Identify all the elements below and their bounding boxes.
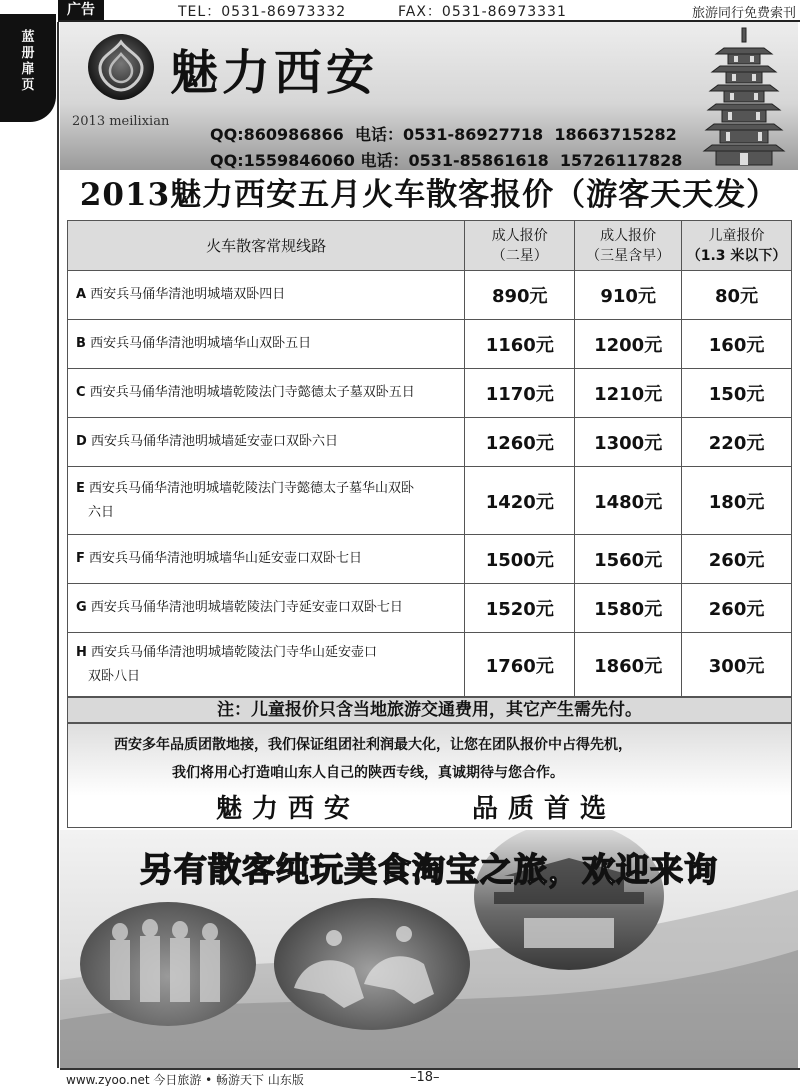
table-row <box>68 535 792 584</box>
price-adult-3star: 1300元 <box>575 418 682 467</box>
footer-text: www.zyoo.net 今日旅游 • 畅游天下 山东版 <box>66 1073 304 1086</box>
bottom-banner <box>60 830 798 1068</box>
route-cell <box>68 369 465 418</box>
route-cell <box>68 320 465 369</box>
header-route: 火车散客常规线路 <box>68 221 465 271</box>
price-child: 160元 <box>682 320 792 369</box>
child-price-note: 注：儿童报价只含当地旅游交通费用，其它产生需先付。 <box>67 697 792 723</box>
contact-line-1: QQ:860986866 电话：0531-86927718 18663715282 <box>210 125 677 144</box>
route-letter: H <box>76 644 87 660</box>
route-cell <box>68 271 465 320</box>
table-row <box>68 584 792 633</box>
header-adult-2star <box>465 221 575 271</box>
price-adult-2star: 1420元 <box>465 467 575 535</box>
price-adult-2star: 1520元 <box>465 584 575 633</box>
slogan-right: 品质首选 <box>472 794 617 824</box>
route-letter: D <box>76 434 87 449</box>
price-adult-2star: 1760元 <box>465 633 575 697</box>
price-adult-3star: 1580元 <box>575 584 682 633</box>
brand-title: 魅力西安 <box>170 45 379 101</box>
route-text: 西安兵马俑华清池明城墙乾陵法门寺延安壶口双卧七日 <box>90 600 403 615</box>
footer <box>60 1068 800 1086</box>
brand-subtitle: 2013 meilixian <box>72 114 170 129</box>
header-adult-3star-l1: 成人报价 <box>600 227 657 244</box>
header-child-l1: 儿童报价 <box>708 227 765 244</box>
price-child: 180元 <box>682 467 792 535</box>
price-child: 150元 <box>682 369 792 418</box>
terracotta-warriors-photo <box>80 902 256 1026</box>
extra-tour-banner: 另有散客纯玩美食淘宝之旅，欢迎来询 <box>140 850 718 889</box>
price-child: 80元 <box>682 271 792 320</box>
route-text: 西安兵马俑华清池明城墙延安壶口双卧六日 <box>90 434 338 449</box>
table-row <box>68 633 792 697</box>
route-letter: B <box>76 336 86 351</box>
price-adult-3star: 1210元 <box>575 369 682 418</box>
price-child: 300元 <box>682 633 792 697</box>
promo-line-1: 西安多年品质团散地接，我们保证组团社利润最大化，让您在团队报价中占得先机， <box>114 737 632 753</box>
free-catalog-note: 旅游同行免费索刊 <box>691 6 796 21</box>
route-letter: E <box>76 480 85 496</box>
price-adult-2star: 890元 <box>465 271 575 320</box>
route-cell <box>68 584 465 633</box>
price-adult-2star: 1500元 <box>465 535 575 584</box>
table-row <box>68 320 792 369</box>
route-text: 西安兵马俑华清池明城墙华山双卧五日 <box>90 336 312 351</box>
table-row <box>68 467 792 535</box>
tel-number: TEL：0531-86973332 <box>178 4 347 20</box>
route-text: 西安兵马俑华清池明城墙乾陵法门寺懿德太子墓华山双卧 <box>89 480 415 496</box>
side-divider <box>57 22 59 1068</box>
route-text-cont: 双卧八日 <box>88 668 141 684</box>
route-letter: G <box>76 600 87 615</box>
promo-box <box>67 723 792 828</box>
price-adult-3star: 1560元 <box>575 535 682 584</box>
header-child <box>682 221 792 271</box>
route-text: 西安兵马俑华清池明城墙双卧四日 <box>90 287 286 302</box>
header-banner <box>60 22 798 170</box>
side-tab <box>0 14 56 122</box>
fax-number: FAX：0531-86973331 <box>398 4 567 20</box>
logo-icon <box>84 30 158 104</box>
header-adult-3star <box>575 221 682 271</box>
route-text: 西安兵马俑华清池明城墙乾陵法门寺懿德太子墓双卧五日 <box>89 385 415 400</box>
price-adult-3star: 910元 <box>575 271 682 320</box>
price-adult-2star: 1170元 <box>465 369 575 418</box>
route-cell <box>68 418 465 467</box>
price-table <box>67 220 792 697</box>
route-letter: F <box>76 551 85 566</box>
ad-tag: 广告 <box>58 0 104 20</box>
table-header-row <box>68 221 792 271</box>
header-adult-3star-l2: （三星含早） <box>586 247 671 264</box>
side-tab-label: 蓝册扉页 <box>21 30 35 93</box>
page-number: –18– <box>410 1070 440 1085</box>
route-text-cont: 六日 <box>88 504 115 520</box>
table-row <box>68 369 792 418</box>
route-text: 西安兵马俑华清池明城墙华山延安壶口双卧七日 <box>89 551 363 566</box>
route-cell <box>68 535 465 584</box>
price-adult-3star: 1200元 <box>575 320 682 369</box>
price-child: 260元 <box>682 584 792 633</box>
header-adult-2star-l2: （二星） <box>491 247 548 264</box>
price-adult-2star: 1160元 <box>465 320 575 369</box>
price-child: 220元 <box>682 418 792 467</box>
route-letter: C <box>76 385 86 400</box>
pagoda-icon <box>694 26 794 170</box>
price-adult-3star: 1860元 <box>575 633 682 697</box>
route-cell <box>68 467 465 535</box>
header-adult-2star-l1: 成人报价 <box>491 227 548 244</box>
table-row <box>68 271 792 320</box>
promo-line-2: 我们将用心打造咱山东人自己的陕西专线，真诚期待与您合作。 <box>172 765 564 781</box>
route-cell <box>68 633 465 697</box>
header-child-l2: （1.3 米以下） <box>686 247 787 264</box>
main-headline: 2013魅力西安五月火车散客报价（游客天天发） <box>79 177 779 213</box>
bronze-chariot-photo <box>274 898 470 1030</box>
price-adult-3star: 1480元 <box>575 467 682 535</box>
route-letter: A <box>76 287 87 302</box>
price-child: 260元 <box>682 535 792 584</box>
contact-line-2: QQ:1559846060 电话：0531-85861618 15726117828 <box>210 151 683 170</box>
price-adult-2star: 1260元 <box>465 418 575 467</box>
top-bar <box>58 0 800 22</box>
slogan-left: 魅力西安 <box>216 794 361 824</box>
table-row <box>68 418 792 467</box>
route-text: 西安兵马俑华清池明城墙乾陵法门寺华山延安壶口 <box>91 644 378 660</box>
